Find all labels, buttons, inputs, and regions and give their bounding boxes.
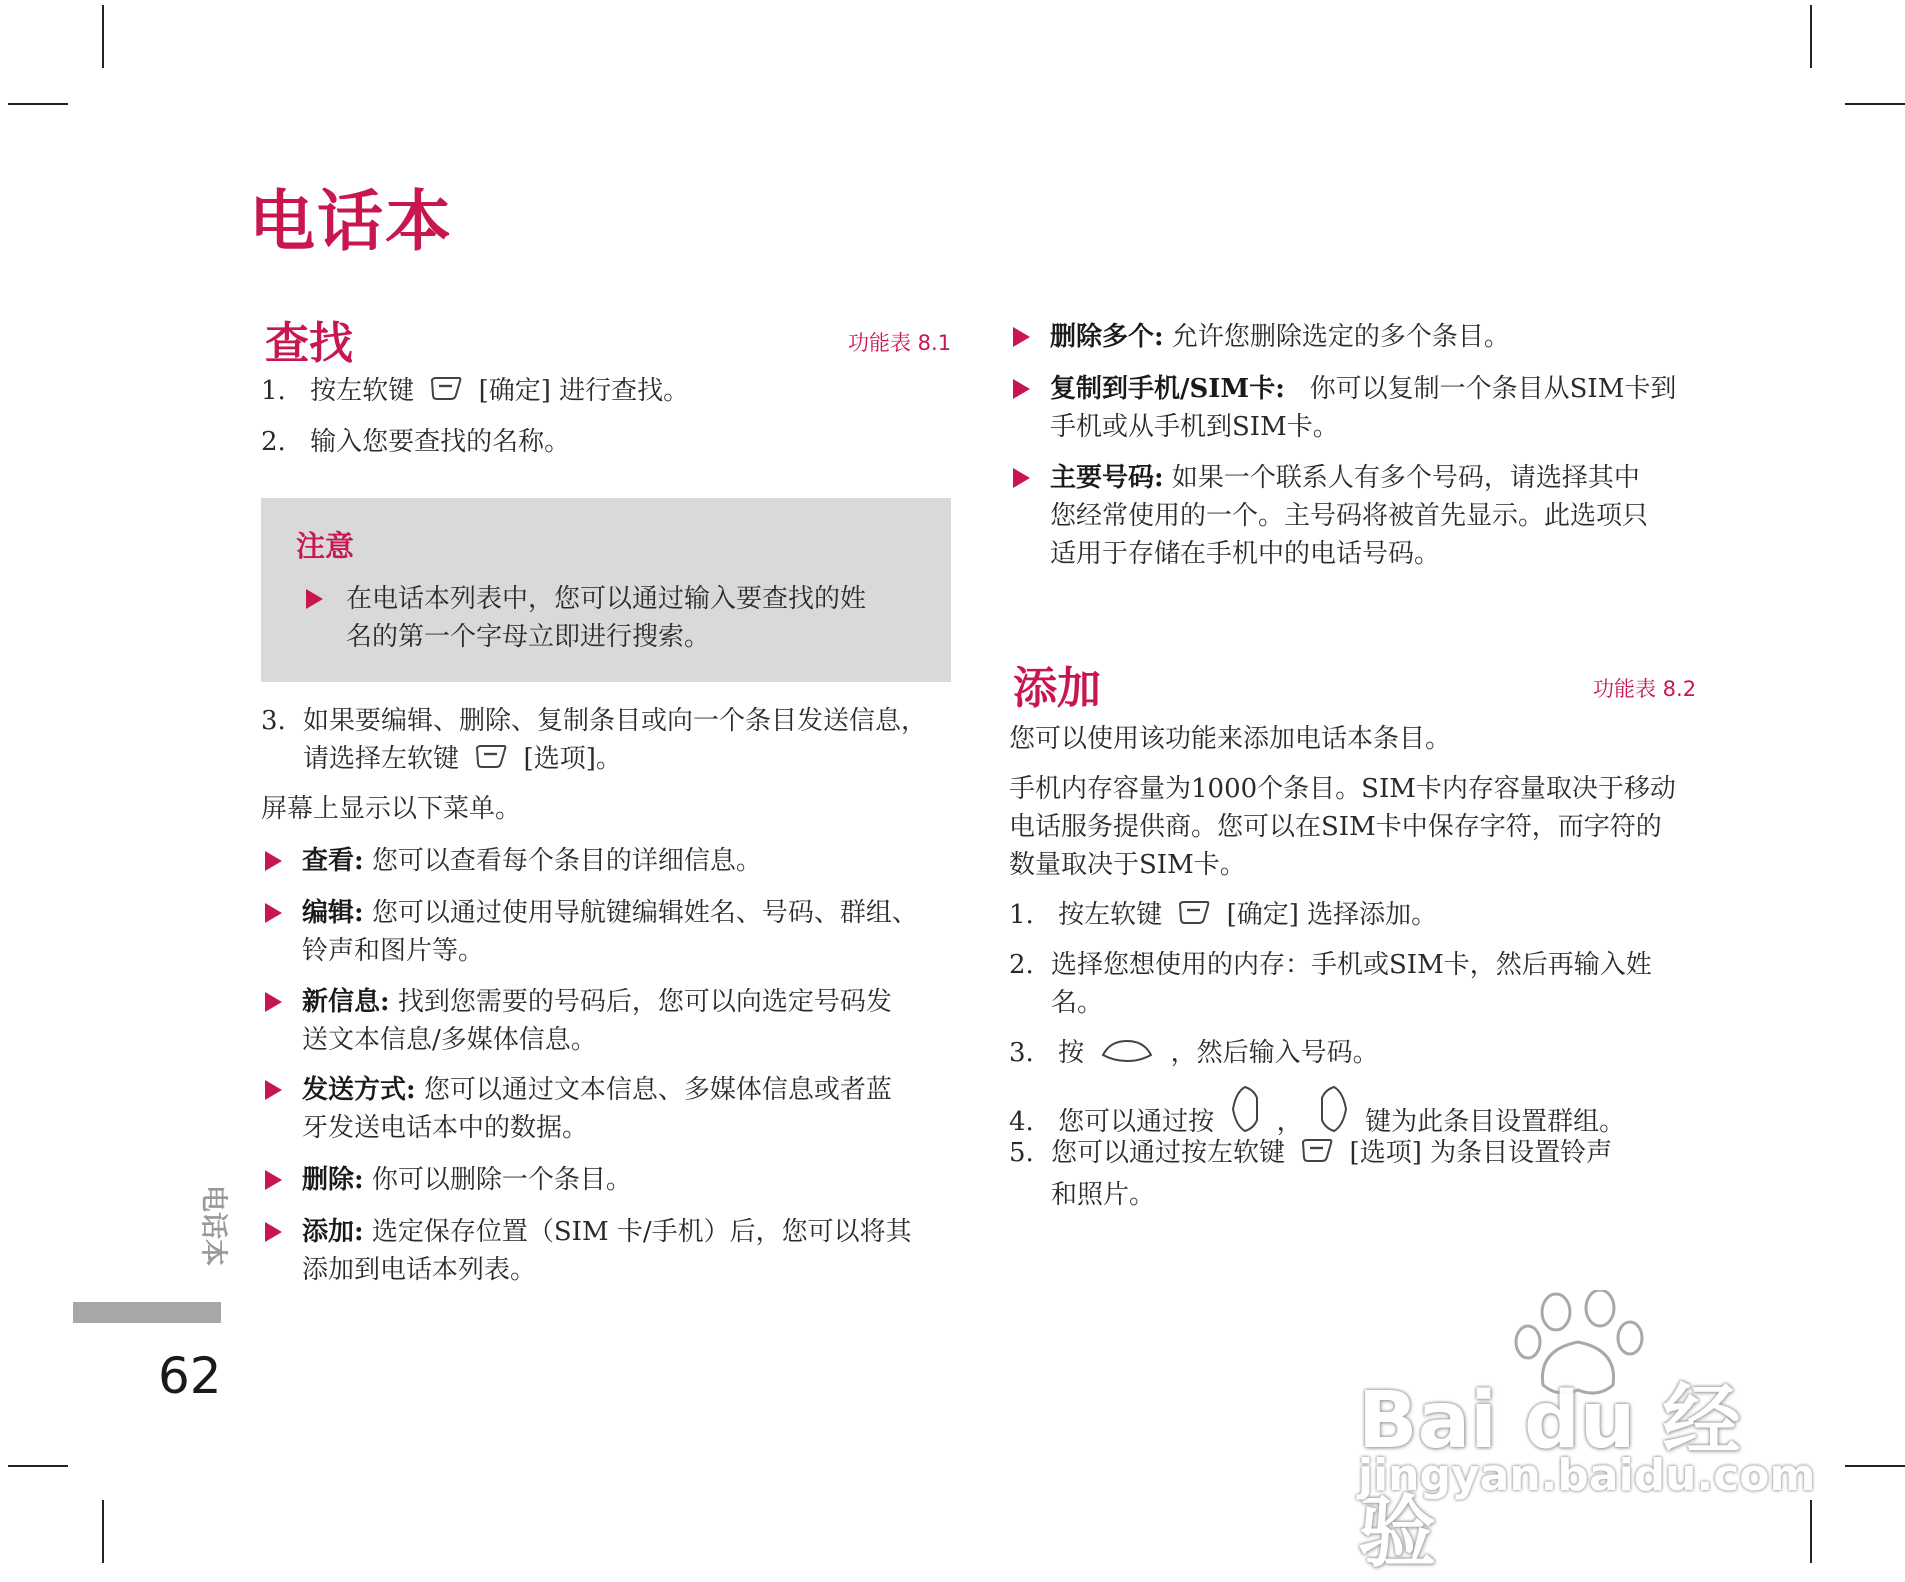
note-box bbox=[261, 498, 951, 682]
item-term: 添加: bbox=[302, 1217, 364, 1247]
section-heading-add: 添加 bbox=[1013, 663, 1101, 714]
bullet-triangle-icon bbox=[306, 589, 323, 609]
step-number: 1. bbox=[1009, 900, 1034, 930]
step-text: 名。 bbox=[1051, 988, 1104, 1018]
crop-mark bbox=[102, 1500, 104, 1563]
menu-item-view bbox=[265, 842, 965, 880]
step-text: [选项]。 bbox=[523, 744, 622, 774]
crop-mark bbox=[1810, 1500, 1812, 1563]
bullet-triangle-icon bbox=[1013, 327, 1030, 347]
step-number: 1. bbox=[261, 376, 286, 406]
watermark-brand: Bai du 经验 bbox=[1358, 1376, 1741, 1578]
step-text: 选择您想使用的内存：手机或SIM卡，然后再输入姓 bbox=[1051, 950, 1652, 980]
item-text: 添加到电话本列表。 bbox=[302, 1255, 537, 1285]
item-text: 送文本信息/多媒体信息。 bbox=[302, 1025, 597, 1055]
menu-item-send-via bbox=[265, 1071, 965, 1147]
menu-item-delete-multiple bbox=[1013, 318, 1703, 356]
bullet-triangle-icon bbox=[265, 851, 282, 871]
step-text: 输入您要查找的名称。 bbox=[310, 427, 571, 457]
menu-item-edit bbox=[265, 894, 965, 970]
bullet-triangle-icon bbox=[265, 903, 282, 923]
add-step-5 bbox=[1009, 1134, 1709, 1214]
section-heading-find: 查找 bbox=[265, 318, 353, 369]
side-tab-text: 电话本 bbox=[197, 1185, 229, 1266]
left-softkey-icon bbox=[1301, 1138, 1333, 1176]
side-bar bbox=[73, 1302, 221, 1323]
send-key-icon bbox=[1100, 1037, 1154, 1076]
left-softkey-icon bbox=[430, 376, 462, 414]
menu-intro: 屏幕上显示以下菜单。 bbox=[261, 794, 522, 824]
note-title: 注意 bbox=[296, 529, 355, 563]
bullet-triangle-icon bbox=[265, 1222, 282, 1242]
bullet-triangle-icon bbox=[265, 1170, 282, 1190]
item-term: 复制到手机/SIM卡: bbox=[1050, 374, 1285, 404]
watermark-url: jingyan.baidu.com bbox=[1358, 1450, 1816, 1501]
item-text: 适用于存储在手机中的电话号码。 bbox=[1050, 539, 1441, 569]
add-paragraph bbox=[1009, 770, 1709, 884]
item-text: 牙发送电话本中的数据。 bbox=[302, 1113, 589, 1143]
menu-item-copy bbox=[1013, 370, 1703, 446]
menu-ref-find: 功能表 8.1 bbox=[848, 331, 952, 355]
crop-mark bbox=[1845, 103, 1905, 105]
add-step-3 bbox=[1009, 1034, 1379, 1076]
item-text: 你可以复制一个条目从SIM卡到 bbox=[1284, 374, 1677, 404]
side-tab-label bbox=[195, 1170, 231, 1266]
step-text: 您可以通过按左软键 bbox=[1051, 1138, 1286, 1168]
menu-ref-add: 功能表 8.2 bbox=[1593, 677, 1697, 701]
step-number: 2. bbox=[1009, 950, 1034, 980]
bullet-triangle-icon bbox=[265, 1080, 282, 1100]
note-bullet bbox=[306, 580, 926, 656]
para-text: 电话服务提供商。您可以在SIM卡中保存字符，而字符的 bbox=[1009, 812, 1662, 842]
item-term: 主要号码: bbox=[1050, 463, 1164, 493]
crop-mark bbox=[8, 1465, 68, 1467]
page-title: 电话本 bbox=[249, 183, 453, 260]
crop-mark bbox=[102, 5, 104, 68]
step-text: 请选择左软键 bbox=[303, 744, 460, 774]
item-term: 发送方式: bbox=[302, 1075, 416, 1105]
add-intro: 您可以使用该功能来添加电话本条目。 bbox=[1009, 724, 1452, 754]
bullet-triangle-icon bbox=[1013, 379, 1030, 399]
item-term: 查看: bbox=[302, 846, 364, 876]
step-text: 按 bbox=[1058, 1038, 1085, 1068]
step-number: 5. bbox=[1009, 1138, 1034, 1168]
find-step-2 bbox=[261, 423, 570, 461]
step-text: 按左软键 bbox=[1058, 900, 1163, 930]
item-text: 找到您需要的号码后，您可以向选定号码发 bbox=[389, 987, 892, 1017]
find-step-3 bbox=[261, 702, 961, 782]
item-text: 您可以通过文本信息、多媒体信息或者蓝 bbox=[415, 1075, 892, 1105]
menu-item-new-message bbox=[265, 983, 965, 1059]
step-text: [确定] 进行查找。 bbox=[478, 376, 690, 406]
note-text: 在电话本列表中，您可以通过输入要查找的姓 bbox=[346, 584, 867, 614]
step-text: 如果要编辑、删除、复制条目或向一个条目发送信息， bbox=[303, 706, 928, 736]
step-separator: ， bbox=[1276, 1107, 1303, 1137]
add-step-2 bbox=[1009, 946, 1709, 1022]
crop-mark bbox=[1845, 1465, 1905, 1467]
step-text: [选项] 为条目设置铃声 bbox=[1349, 1138, 1613, 1168]
note-text: 名的第一个字母立即进行搜索。 bbox=[346, 622, 711, 652]
step-number: 4. bbox=[1009, 1107, 1034, 1137]
step-text: 您可以通过按 bbox=[1058, 1107, 1215, 1137]
left-softkey-icon bbox=[1178, 900, 1210, 938]
step-text: 按左软键 bbox=[310, 376, 415, 406]
step-text: [确定] 选择添加。 bbox=[1226, 900, 1438, 930]
step-text: 键为此条目设置群组。 bbox=[1365, 1107, 1626, 1137]
para-text: 数量取决于SIM卡。 bbox=[1009, 850, 1246, 880]
bullet-triangle-icon bbox=[1013, 468, 1030, 488]
para-text: 手机内存容量为1000个条目。SIM卡内存容量取决于移动 bbox=[1009, 774, 1676, 804]
bullet-triangle-icon bbox=[265, 992, 282, 1012]
item-term: 编辑: bbox=[302, 898, 364, 928]
item-term: 删除多个: bbox=[1050, 322, 1164, 352]
item-text: 手机或从手机到SIM卡。 bbox=[1050, 412, 1339, 442]
step-number: 2. bbox=[261, 427, 286, 457]
item-text: 您经常使用的一个。主号码将被首先显示。此选项只 bbox=[1050, 501, 1649, 531]
item-text: 您可以查看每个条目的详细信息。 bbox=[363, 846, 762, 876]
item-text: 铃声和图片等。 bbox=[302, 936, 485, 966]
item-text: 您可以通过使用导航键编辑姓名、号码、群组、 bbox=[363, 898, 918, 928]
item-text: 允许您删除选定的多个条目。 bbox=[1163, 322, 1510, 352]
page-number: 62 bbox=[158, 1347, 222, 1405]
menu-item-primary-number bbox=[1013, 459, 1703, 573]
crop-mark bbox=[1810, 5, 1812, 68]
step-number: 3. bbox=[261, 706, 286, 736]
watermark bbox=[1358, 1290, 1816, 1578]
step-text: ，然后输入号码。 bbox=[1170, 1038, 1379, 1068]
add-step-1 bbox=[1009, 896, 1437, 938]
left-softkey-icon bbox=[475, 744, 507, 782]
step-number: 3. bbox=[1009, 1038, 1034, 1068]
crop-mark bbox=[8, 103, 68, 105]
item-text: 如果一个联系人有多个号码，请选择其中 bbox=[1163, 463, 1640, 493]
item-term: 新信息: bbox=[302, 987, 390, 1017]
step-text: 和照片。 bbox=[1051, 1180, 1156, 1210]
menu-item-add bbox=[265, 1213, 965, 1289]
item-text: 选定保存位置（SIM 卡/手机）后，您可以将其 bbox=[363, 1217, 912, 1247]
menu-item-delete bbox=[265, 1161, 965, 1199]
item-term: 删除: bbox=[302, 1165, 364, 1195]
item-text: 你可以删除一个条目。 bbox=[363, 1165, 632, 1195]
find-step-1 bbox=[261, 372, 689, 414]
